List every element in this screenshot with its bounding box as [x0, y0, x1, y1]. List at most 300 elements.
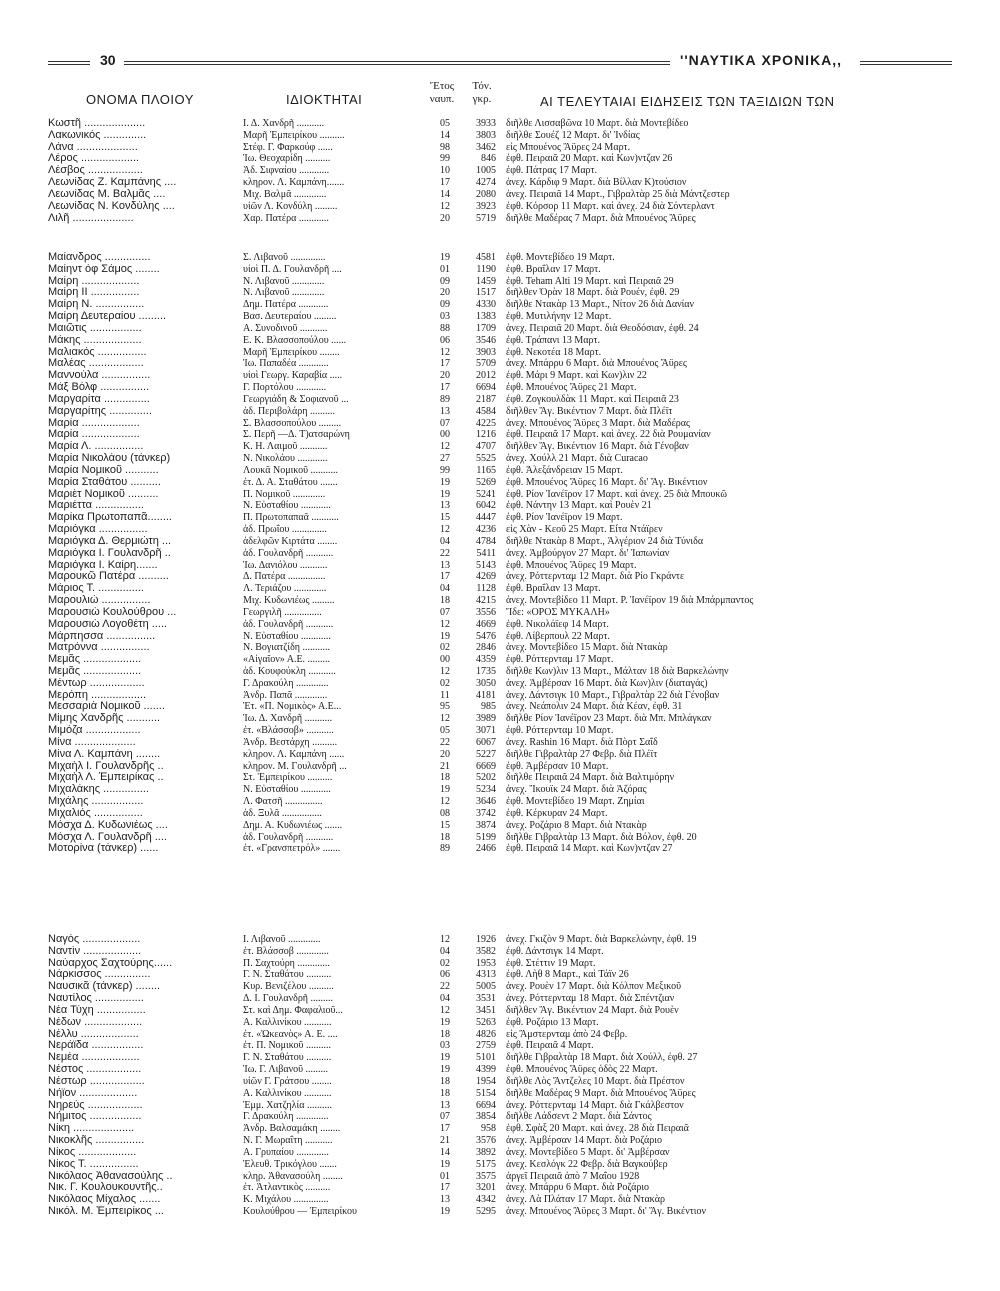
- owner-name: ἀδ. Πρωΐου ..............: [243, 524, 327, 536]
- ship-row: [48, 737, 958, 749]
- owner-name: Ἀδ. Σιφναίου ............: [243, 165, 330, 177]
- voyage-news: ἀνεχ. Πειραιᾶ 14 Μαρτ., Γιβραλτὰρ 25 διὰ Μάντζεστερ: [506, 188, 730, 200]
- gross-tons: 4269: [476, 571, 496, 583]
- owner-name: Λουκᾶ Νομικοῦ ...........: [243, 464, 339, 476]
- ship-row: [48, 1194, 958, 1206]
- build-year: 14: [440, 1146, 450, 1158]
- gross-tons: 985: [481, 701, 496, 713]
- owner-name: Λ. Φατσῆ ...............: [243, 796, 323, 808]
- ship-row: [48, 583, 958, 595]
- gross-tons: 4784: [476, 535, 496, 547]
- ship-name: Μαλιακός ................: [48, 346, 147, 358]
- column-header-year-line1: Ἔτος: [429, 80, 455, 92]
- ship-row: [48, 358, 958, 370]
- owner-name: Ν. Νικολάου ............: [243, 453, 328, 465]
- ship-row: [48, 394, 958, 406]
- voyage-news: ἀνεχ. Μοντεβίδεο 15 Μαρτ. διὰ Ντακὰρ: [506, 642, 668, 654]
- ship-name: Μαρουκῶ Πατέρα ..........: [48, 571, 169, 583]
- voyage-news: διῆλθεν Ἅγ. Βικέντιον 24 Μαρτ. διὰ Ρουὲν: [506, 1004, 679, 1016]
- voyage-news: διῆλθεν Ἅγ. Βικέντιον 7 Μαρτ. διὰ Πλέϊτ: [506, 405, 673, 417]
- voyage-news: ἐφθ. Νεκοτέα 18 Μαρτ.: [506, 346, 602, 358]
- ship-name: Μίμης Χανδρῆς ...........: [48, 713, 161, 725]
- column-header-owner: ΙΔΙΟΚΤΗΤΑΙ: [286, 92, 363, 107]
- build-year: 11: [440, 689, 450, 701]
- gross-tons: 2187: [476, 393, 496, 405]
- column-header-ship: ΟΝΟΜΑ ΠΛΟΙΟΥ: [86, 92, 194, 107]
- build-year: 07: [440, 606, 450, 618]
- gross-tons: 3874: [476, 819, 496, 831]
- gross-tons: 1459: [476, 275, 496, 287]
- ship-row: [48, 1123, 958, 1135]
- owner-name: Σ. Βλασσοπούλου .........: [243, 417, 342, 429]
- owner-name: Μιχ. Βαλμᾶ .............: [243, 188, 327, 200]
- build-year: 22: [440, 547, 450, 559]
- owner-name: Δημ. Πατέρα ............: [243, 299, 329, 311]
- build-year: 89: [440, 843, 450, 855]
- voyage-news: ἐφθ. Στέττιν 19 Μαρτ.: [506, 957, 596, 969]
- gross-tons: 5476: [476, 630, 496, 642]
- ship-name: Μάξ Βόλφ ................: [48, 382, 150, 394]
- owner-name: Μιχ. Κυδωνιέως .........: [243, 595, 335, 607]
- voyage-news: ἐφθ. Ροζάριο 13 Μαρτ.: [506, 1016, 599, 1028]
- owner-name: Λ. Τεριάζου .............: [243, 583, 327, 595]
- gross-tons: 3575: [476, 1170, 496, 1182]
- ship-name: Νικόλαος Ἀθανασούλης ..: [48, 1170, 173, 1182]
- voyage-news: ἀνεχ. Κεσλόγκ 22 Φεβρ. διὰ Βαγκούβερ: [506, 1158, 668, 1170]
- owner-name: ἀδ. Γουλανδρῆ ...........: [243, 831, 334, 843]
- owner-name: Κυρ. Βενιζέλου ..........: [243, 981, 334, 993]
- voyage-news: ἐφθ. Κέρκυραν 24 Μαρτ.: [506, 807, 608, 819]
- owner-name: ἀδ. Ξυλᾶ ................: [243, 807, 322, 819]
- gross-tons: 3742: [476, 807, 496, 819]
- gross-tons: 5143: [476, 559, 496, 571]
- ship-name: Νεράϊδα .................: [48, 1040, 144, 1052]
- voyage-news: ἀνεχ. Λὰ Πλάταν 17 Μαρτ. διὰ Ντακὰρ: [506, 1194, 665, 1206]
- ship-name: Λιλῆ ....................: [48, 212, 134, 224]
- gross-tons: 5411: [476, 547, 496, 559]
- gross-tons: 1953: [476, 957, 496, 969]
- build-year: 00: [440, 429, 450, 441]
- build-year: 09: [440, 299, 450, 311]
- ship-row: [48, 1171, 958, 1183]
- gross-tons: 2012: [476, 370, 496, 382]
- voyage-news: ἐφθ. Βραΐλαν 17 Μαρτ.: [506, 263, 601, 275]
- column-header-tons-line1: Τόν.: [472, 80, 492, 92]
- ship-name: Μαριέττα ................: [48, 500, 144, 512]
- gross-tons: 3854: [476, 1111, 496, 1123]
- ship-row: [48, 1029, 958, 1041]
- column-header-news: ΑΙ ΤΕΛΕΥΤΑΙΑΙ ΕΙΔΗΣΕΙΣ ΤΩΝ ΤΑΞΙΔΙΩΝ ΤΩΝ: [540, 94, 835, 109]
- voyage-news: ἐφθ. Ρόττερνταμ 10 Μαρτ.: [506, 725, 614, 737]
- owner-name: Ε. Κ. Βλασσοπούλου ......: [243, 334, 347, 346]
- build-year: 12: [440, 796, 450, 808]
- gross-tons: 3556: [476, 606, 496, 618]
- voyage-news: διῆλθε Ντακὰρ 8 Μαρτ., Ἀλγέριον 24 διὰ Τύνιδα: [506, 535, 704, 547]
- ship-name: Μαίηντ όφ Σάμος ........: [48, 263, 160, 275]
- ship-name: Μαρίκα Πρωτοπαπᾶ........: [48, 512, 172, 524]
- gross-tons: 1216: [476, 429, 496, 441]
- ship-name: Μεμᾶς ...................: [48, 665, 142, 677]
- column-header-tons: [464, 80, 500, 106]
- voyage-news: ἐφθ. Ἀμβέρσαν 10 Μαρτ.: [506, 760, 609, 772]
- gross-tons: 846: [481, 153, 496, 165]
- gross-tons: 3803: [476, 129, 496, 141]
- owner-name: Μαρῆ Ἐμπειρίκου ........: [243, 346, 340, 358]
- owner-name: Ι. Δ. Χανδρῆ ...........: [243, 118, 325, 129]
- build-year: 12: [440, 618, 450, 630]
- build-year: 18: [440, 772, 450, 784]
- ship-row: [48, 130, 958, 142]
- ship-name: Λακωνικός ..............: [48, 129, 147, 141]
- gross-tons: 4236: [476, 524, 496, 536]
- gross-tons: 4342: [476, 1194, 496, 1206]
- build-year: 17: [440, 571, 450, 583]
- voyage-news: ἐφθ. Ρίον Ἰανέϊρον 17 Μαρτ. καὶ ἀνεχ. 25 διὰ Μπουκῶ: [506, 488, 727, 500]
- owner-name: ἐτ. «Ὠκεανὸς» Α. Ε. ....: [243, 1028, 338, 1040]
- ship-row: [48, 666, 958, 678]
- build-year: 19: [440, 476, 450, 488]
- gross-tons: 3923: [476, 200, 496, 212]
- ship-name: Ναυσικᾶ (τάνκερ) ........: [48, 981, 161, 993]
- ship-row: [48, 832, 958, 844]
- owner-name: Ἐμμ. Χατζηλία ..........: [243, 1099, 332, 1111]
- ship-row: [48, 536, 958, 548]
- ship-row: [48, 796, 958, 808]
- ship-row: [48, 418, 958, 430]
- voyage-news: διῆλθεν Ἅγ. Βικέντιον 16 Μαρτ. διὰ Γένοβαν: [506, 441, 689, 453]
- gross-tons: 4313: [476, 969, 496, 981]
- gross-tons: 3201: [476, 1182, 496, 1194]
- voyage-news: ἐφθ. Teham Alti 19 Μαρτ. καὶ Πειραιᾶ 29: [506, 275, 674, 287]
- gross-tons: 5295: [476, 1206, 496, 1218]
- ship-row: [48, 678, 958, 690]
- owner-name: Κ. Η. Λαιμοῦ ...........: [243, 441, 328, 453]
- owner-name: Ν. Λιβανοῦ .............: [243, 275, 325, 287]
- ship-name: Μερόπη ..................: [48, 689, 147, 701]
- gross-tons: 4274: [476, 177, 496, 189]
- ship-name: Νίκος ...................: [48, 1146, 137, 1158]
- ship-row: [48, 571, 958, 583]
- ship-name: Μεμᾶς ...................: [48, 654, 142, 666]
- ship-name: Ναύαρχος Σαχτούρης......: [48, 957, 173, 969]
- voyage-news: διῆλθε Μαδέρας 9 Μαρτ. διὰ Μπουένος Ἄϋρες: [506, 1087, 696, 1099]
- build-year: 12: [440, 665, 450, 677]
- ship-name: Μιχαὴλ Λ. Ἐμπειρίκας ..: [48, 772, 164, 784]
- owner-name: Ἐλευθ. Τρικόγλου .......: [243, 1158, 337, 1170]
- build-year: 03: [440, 311, 450, 323]
- ship-row: [48, 784, 958, 796]
- owner-name: Ι. Λιβανοῦ .............: [243, 934, 321, 945]
- ship-name: Ναγός ...................: [48, 934, 141, 945]
- ship-name: Νικοκλῆς ................: [48, 1135, 145, 1147]
- ship-row: [48, 347, 958, 359]
- journal-title: ''ΝΑΥΤΙΚΑ ΧΡΟΝΙΚΑ,,: [680, 52, 843, 68]
- owner-name: Ἰω. Γ. Λιβανοῦ .........: [243, 1064, 329, 1076]
- voyage-news: ἐφθ. Λίβερπουλ 22 Μαρτ.: [506, 630, 610, 642]
- ship-name: Μαριόγκα Δ. Θερμιώτη ...: [48, 535, 172, 547]
- build-year: 17: [440, 382, 450, 394]
- ship-row: [48, 725, 958, 737]
- owner-name: Ἀνδρ. Βαλσαμάκη ........: [243, 1123, 341, 1135]
- ship-row: [48, 981, 958, 993]
- voyage-news: ἐφθ. Νάντην 13 Μαρτ. καὶ Ρουὲν 21: [506, 500, 652, 512]
- ship-name: Μαρουσιὼ Λογοθέτη .....: [48, 618, 168, 630]
- ship-row: [48, 311, 958, 323]
- build-year: 19: [440, 1158, 450, 1170]
- ship-row: [48, 595, 958, 607]
- voyage-news: διῆλθε Ρίον Ἰανέϊρον 23 Μαρτ. διὰ Μπ. Μπλάγκαν: [506, 713, 712, 725]
- build-year: 04: [440, 583, 450, 595]
- ship-row: [48, 477, 958, 489]
- ship-row: [48, 489, 958, 501]
- gross-tons: 1128: [476, 583, 496, 595]
- owner-name: «Αἰγαῖον» Α.Ε. .........: [243, 654, 331, 666]
- voyage-news: ἐφθ. Μπουένος Ἄϋρες 19 Μαρτ.: [506, 559, 637, 571]
- ship-name: Μαρία Νομικοῦ ...........: [48, 464, 159, 476]
- owner-name: Δ. Πατέρα ...............: [243, 571, 326, 583]
- build-year: 02: [440, 957, 450, 969]
- voyage-news: ἐφθ. Μπουένος Ἄϋρες 16 Μαρτ. δι' Ἅγ. Βικέντιον: [506, 476, 708, 488]
- gross-tons: 5154: [476, 1087, 496, 1099]
- gross-tons: 1926: [476, 934, 496, 945]
- ship-name: Μιχάλης .................: [48, 796, 144, 808]
- ship-row: [48, 1005, 958, 1017]
- ship-name: Μαριόγκα Ι. Γουλανδρῆ ..: [48, 547, 171, 559]
- voyage-news: ἀνεχ. Δάντσιγκ 10 Μαρτ., Γιβραλτὰρ 22 διὰ Γένοβαν: [506, 689, 720, 701]
- ship-name: Μίνα ....................: [48, 736, 136, 748]
- voyage-news: ἀνεχ. Μοντεβίδεο 11 Μαρτ. Ρ. Ἰανέϊρον 19 διὰ Μπάρμπαντος: [506, 595, 754, 607]
- owner-name: Ἰω. Θεοχαρίδη ..........: [243, 153, 331, 165]
- ship-row: [48, 642, 958, 654]
- owner-name: Γ. Δρακούλη .............: [243, 677, 329, 689]
- ship-row: [48, 406, 958, 418]
- voyage-news: ἀνεχ. Μπουένος Ἄϋρες 3 Μαρτ. δι' Ἅγ. Βικέντιον: [506, 1206, 707, 1218]
- ship-name: Μαρία Σταθάτου ..........: [48, 476, 161, 488]
- voyage-news: διῆλθε Μαδέρας 7 Μαρτ. διὰ Μπουένος Ἄϋρες: [506, 212, 696, 224]
- ship-row: [48, 512, 958, 524]
- owner-name: ἐτ. Ἀτλαντικὸς ..........: [243, 1182, 331, 1194]
- owner-name: Π. Πρωτοπαπαᾶ ...........: [243, 512, 339, 524]
- owner-name: Α. Καλλινίκου ...........: [243, 1016, 332, 1028]
- ship-name: Μαργαρίτης ..............: [48, 405, 152, 417]
- build-year: 19: [440, 488, 450, 500]
- owner-name: ἐτ. Π. Νομικοῦ ..........: [243, 1040, 331, 1052]
- build-year: 20: [440, 370, 450, 382]
- owner-name: Ν. Εὐσταθίου ............: [243, 784, 331, 796]
- ship-name: Μόσχα Δ. Κυδωνιέως ....: [48, 819, 168, 831]
- build-year: 99: [440, 153, 450, 165]
- ship-row: [48, 654, 958, 666]
- gross-tons: 1954: [476, 1075, 496, 1087]
- voyage-news: διῆλθε Λισσαβῶνα 10 Μαρτ. διὰ Μοντεβίδεο: [506, 118, 689, 129]
- ship-row: [48, 382, 958, 394]
- voyage-news: διῆλθε Λάδσεντ 2 Μαρτ. διὰ Σάντος: [506, 1111, 652, 1123]
- gross-tons: 1005: [476, 165, 496, 177]
- ship-name: Μαρουλιώ ................: [48, 595, 151, 607]
- ship-row: [48, 548, 958, 560]
- ship-name: Μαρία Νικολάου (τάνκερ): [48, 453, 171, 465]
- voyage-news: ἐφθ. Σφὰξ 20 Μαρτ. καὶ ἀνεχ. 28 διὰ Πειραιᾶ: [506, 1123, 689, 1135]
- voyage-news: ἐφθ. Μοντεβίδεο 19 Μαρτ.: [506, 252, 615, 263]
- voyage-news: ἐφθ. Ζογκουλδὰκ 11 Μαρτ. καὶ Πειραιᾶ 23: [506, 393, 679, 405]
- voyage-news: ἐφθ. Μυτιλήνην 12 Μαρτ.: [506, 311, 612, 323]
- ship-row: [48, 370, 958, 382]
- voyage-news: ἀργεῖ Πειραιᾶ ἀπὸ 7 Μαΐου 1928: [506, 1170, 640, 1182]
- build-year: 19: [440, 630, 450, 642]
- build-year: 10: [440, 165, 450, 177]
- gross-tons: 4826: [476, 1028, 496, 1040]
- ship-name: Μιχαὴλ Ι. Γουλανδρῆς ..: [48, 760, 164, 772]
- ship-name: Μάκης ...................: [48, 334, 142, 346]
- ship-name: Μάριος Τ. ...............: [48, 583, 144, 595]
- gross-tons: 3933: [476, 118, 496, 129]
- owner-name: Μαρῆ Ἐμπειρίκου ..........: [243, 129, 345, 141]
- build-year: 07: [440, 1111, 450, 1123]
- owner-name: κληρον. Λ. Καμπάνη ......: [243, 748, 345, 760]
- build-year: 20: [440, 748, 450, 760]
- voyage-news: ἀνεχ. Χούλλ 21 Μαρτ. διὰ Curacao: [506, 453, 648, 465]
- gross-tons: 3531: [476, 993, 496, 1005]
- gross-tons: 958: [481, 1123, 496, 1135]
- owner-name: Ἀνδρ. Παπᾶ .............: [243, 689, 328, 701]
- build-year: 22: [440, 981, 450, 993]
- section-nu: [48, 934, 958, 1218]
- ship-name: Μαρία Λ. ................: [48, 441, 144, 453]
- gross-tons: 3451: [476, 1004, 496, 1016]
- gross-tons: 4669: [476, 618, 496, 630]
- gross-tons: 1735: [476, 665, 496, 677]
- build-year: 18: [440, 1087, 450, 1099]
- voyage-news: ἐφθ. Μπουένος Ἄϋρες ὁδὸς 22 Μαρτ.: [506, 1064, 658, 1076]
- owner-name: ἐτ. «Βλάσσοβ» ...........: [243, 725, 334, 737]
- build-year: 13: [440, 559, 450, 571]
- ship-name: Λεωνίδας Ζ. Καμπάνης ....: [48, 177, 177, 189]
- ship-name: Μαννούλα ................: [48, 370, 151, 382]
- owner-name: ἐτ. «Γρανσπετρόλ» .......: [243, 843, 341, 855]
- owner-name: Ν. Λιβανοῦ .............: [243, 287, 325, 299]
- build-year: 12: [440, 524, 450, 536]
- gross-tons: 6067: [476, 736, 496, 748]
- ship-name: Νηρεύς ..................: [48, 1099, 143, 1111]
- ship-name: Μαίανδρος ...............: [48, 252, 151, 263]
- ship-name: Ναυτίλος ................: [48, 993, 144, 1005]
- voyage-news: ἀνεχ. Ρόττερνταμ 14 Μαρτ. διὰ Γκάλβεστον: [506, 1099, 684, 1111]
- ship-row: [48, 749, 958, 761]
- build-year: 13: [440, 500, 450, 512]
- ship-row: [48, 189, 958, 201]
- owner-name: Στέφ. Γ. Φαρκούφ ......: [243, 141, 333, 153]
- voyage-news: διῆλθε Ντακὰρ 13 Μαρτ., Νίτον 26 διὰ Δανίαν: [506, 299, 695, 311]
- header-rule-left: [48, 61, 90, 65]
- build-year: 12: [440, 1004, 450, 1016]
- header-rule-middle: [124, 61, 670, 65]
- ship-row: [48, 1159, 958, 1171]
- voyage-news: ἐφθ. Πειραιᾶ 20 Μαρτ. καὶ Κων)ντζαν 26: [506, 153, 673, 165]
- ship-name: Μέντωρ ..................: [48, 677, 145, 689]
- owner-name: Στ. Ἐμπειρίκου ..........: [243, 772, 333, 784]
- ship-row: [48, 429, 958, 441]
- gross-tons: 1190: [476, 263, 496, 275]
- build-year: 89: [440, 393, 450, 405]
- ship-row: [48, 560, 958, 572]
- voyage-news: ἐφθ. Ἀλεξάνδρειαν 15 Μαρτ.: [506, 464, 623, 476]
- voyage-news: διῆλθε Γιβραλτὰρ 13 Μαρτ. διὰ Βόλον, ἐφθ. 20: [506, 831, 697, 843]
- build-year: 19: [440, 252, 450, 263]
- owner-name: Γ. Δρακούλη .............: [243, 1111, 329, 1123]
- ship-name: Κωστῆ ....................: [48, 118, 146, 129]
- ship-name: Νικόλ. Μ. Ἐμπειρίκος ...: [48, 1206, 164, 1218]
- owner-name: Κ. Μιχάλου ..............: [243, 1194, 329, 1206]
- owner-name: Γεωργιάδη & Σοφιανοῦ ...: [243, 393, 349, 405]
- ship-name: Μαλέας ..................: [48, 358, 144, 370]
- ship-row: [48, 165, 958, 177]
- ship-row: [48, 252, 958, 264]
- owner-name: Ἰω. Δ. Χανδρῆ ...........: [243, 713, 333, 725]
- gross-tons: 2846: [476, 642, 496, 654]
- voyage-news: ἀνεχ. Ἀμβέρσαν 14 Μαρτ. διὰ Ροζάριο: [506, 1135, 662, 1147]
- owner-name: Σ. Περῆ —Δ. Τ)ατσαρώνη: [243, 429, 350, 441]
- owner-name: ἀδ. Κουφούκλη ...........: [243, 665, 336, 677]
- owner-name: Α. Καλλινίκου ...........: [243, 1087, 332, 1099]
- page-header: [48, 52, 952, 72]
- build-year: 98: [440, 141, 450, 153]
- ship-name: Μαίρη Ν. ................: [48, 299, 145, 311]
- build-year: 05: [440, 725, 450, 737]
- ship-name: Λάνα ....................: [48, 141, 138, 153]
- build-year: 17: [440, 358, 450, 370]
- ship-name: Λεωνίδας Ν. Κονδύλης ....: [48, 200, 175, 212]
- voyage-news: ἀνεχ. Ρόττερνταμ 12 Μαρτ. διὰ Ρίο Γκράντε: [506, 571, 685, 583]
- ship-name: Μαριόγκα ................: [48, 524, 148, 536]
- owner-name: Βασ. Δευτεραίου .........: [243, 311, 337, 323]
- gross-tons: 3582: [476, 945, 496, 957]
- gross-tons: 5199: [476, 831, 496, 843]
- build-year: 04: [440, 535, 450, 547]
- ship-row: [48, 153, 958, 165]
- voyage-news: ἐφθ. Ρίον Ἰανέϊρον 19 Μαρτ.: [506, 512, 623, 524]
- voyage-news: εἰς Χὰν - Κεοῦ 25 Μαρτ. Εἶτα Ντάϊρεν: [506, 524, 663, 536]
- gross-tons: 2466: [476, 843, 496, 855]
- ship-name: Μόσχα Λ. Γουλανδρῆ ....: [48, 831, 167, 843]
- build-year: 01: [440, 1170, 450, 1182]
- build-year: 15: [440, 512, 450, 524]
- voyage-news: ἀνεχ. Rashin 16 Μαρτ. διὰ Πὸρτ Σαΐδ: [506, 736, 658, 748]
- gross-tons: 5719: [476, 212, 496, 224]
- gross-tons: 2080: [476, 188, 496, 200]
- gross-tons: 3546: [476, 334, 496, 346]
- voyage-news: ἐφθ. Ρόττερνταμ 17 Μαρτ.: [506, 654, 614, 666]
- build-year: 19: [440, 1064, 450, 1076]
- build-year: 27: [440, 453, 450, 465]
- gross-tons: 3071: [476, 725, 496, 737]
- build-year: 12: [440, 934, 450, 945]
- gross-tons: 5269: [476, 476, 496, 488]
- ship-row: [48, 142, 958, 154]
- ship-row: [48, 213, 958, 225]
- ship-name: Νίκη ....................: [48, 1123, 135, 1135]
- ship-name: Νέα Τύχη ................: [48, 1004, 146, 1016]
- ship-row: [48, 969, 958, 981]
- voyage-news: ἀνεχ. Κάρδιφ 9 Μαρτ. διὰ Βίλλαν Κ)τούσιον: [506, 177, 687, 189]
- ship-row: [48, 1076, 958, 1088]
- ship-name: Νέστωρ ..................: [48, 1075, 145, 1087]
- gross-tons: 4584: [476, 405, 496, 417]
- build-year: 19: [440, 1206, 450, 1218]
- gross-tons: 6694: [476, 1099, 496, 1111]
- gross-tons: 3903: [476, 346, 496, 358]
- ship-name: Νέστος ..................: [48, 1064, 142, 1076]
- ship-name: Νάρκισσος ...............: [48, 969, 151, 981]
